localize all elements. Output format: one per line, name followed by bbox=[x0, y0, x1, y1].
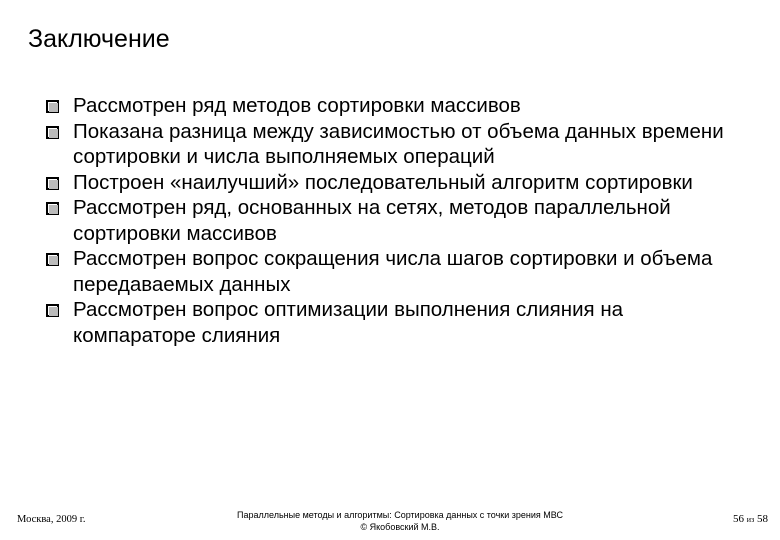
bullet-item bbox=[46, 195, 751, 246]
bullet-text: Рассмотрен вопрос сокращения числа шагов сортировки и объема передаваемых данных bbox=[73, 247, 713, 296]
bullet-text: Построен «наилучший» последовательный алгоритм сортировки bbox=[73, 170, 693, 194]
checkbox-square-icon bbox=[46, 100, 59, 113]
footer-author: © Якобовский М.В. bbox=[360, 522, 440, 532]
bullet-item bbox=[46, 246, 751, 297]
checkbox-square-icon bbox=[46, 304, 59, 317]
slide-title: Заключение bbox=[28, 25, 170, 53]
checkbox-square-icon bbox=[46, 202, 59, 215]
footer-location-date: Москва, 2009 г. bbox=[17, 514, 86, 525]
bullet-text: Рассмотрен ряд, основанных на сетях, методов параллельной сортировки массивов bbox=[73, 196, 671, 245]
bullet-text: Показана разница между зависимостью от объема данных времени сортировки и числа выполняемых операций bbox=[73, 119, 724, 168]
bullet-item bbox=[46, 119, 751, 170]
page-total: 58 bbox=[757, 513, 768, 525]
bullet-item bbox=[46, 297, 751, 348]
bullet-text: Рассмотрен ряд методов сортировки массивов bbox=[73, 94, 521, 117]
checkbox-square-icon bbox=[46, 177, 59, 190]
page-current: 56 bbox=[733, 513, 745, 525]
bullet-item bbox=[46, 93, 751, 119]
bullet-item bbox=[46, 170, 751, 196]
checkbox-square-icon bbox=[46, 126, 59, 139]
checkbox-square-icon bbox=[46, 253, 59, 266]
page-number bbox=[733, 513, 768, 525]
bullet-text: Рассмотрен вопрос оптимизации выполнения слияния на компараторе слияния bbox=[73, 298, 624, 347]
footer-course-info bbox=[200, 509, 600, 533]
page-of-label: из bbox=[746, 515, 755, 524]
bullet-list bbox=[46, 93, 751, 348]
footer-course-title: Параллельные методы и алгоритмы: Сортировка данных с точки зрения МВС bbox=[237, 510, 563, 520]
